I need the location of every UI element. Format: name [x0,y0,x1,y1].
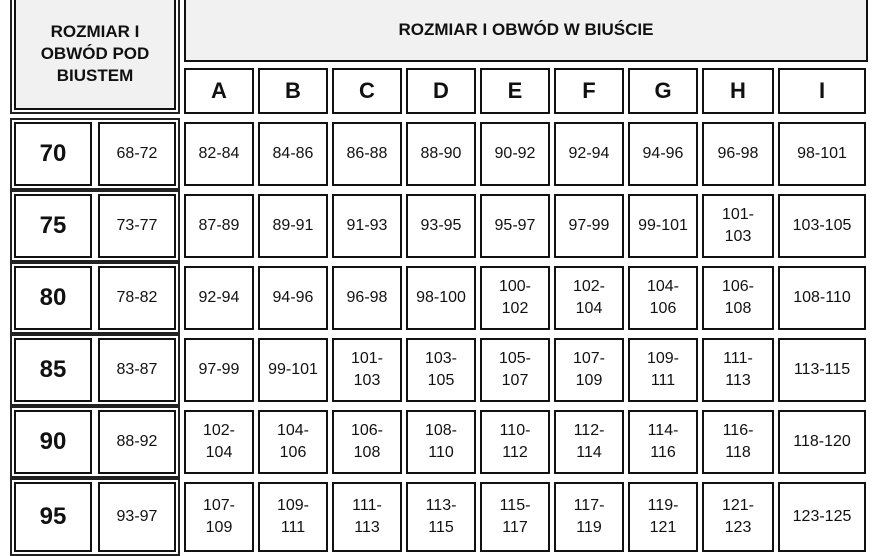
bust-cell [554,482,624,552]
cup-header-g [628,68,698,114]
bust-cell [702,482,774,552]
band-size-cell [14,122,92,186]
bust-cell-text: 115-117 [499,497,531,536]
bust-cell-text: 94-96 [642,145,684,162]
underbust-cell [98,194,176,258]
cup-header-b-text: B [285,78,301,103]
underbust-cell-text: 78-82 [116,289,158,306]
bust-cell-text: 97-99 [198,361,240,378]
bust-cell-text: 92-94 [198,289,240,306]
bust-cell [406,482,476,552]
bust-cell [258,194,328,258]
bust-cell-text: 91-93 [346,217,388,234]
underbust-cell-text: 88-92 [116,433,158,450]
bust-cell [554,410,624,474]
bust-cell [258,482,328,552]
bust-cell [332,482,402,552]
bust-cell [332,266,402,330]
band-size-cell [14,482,92,552]
underbust-cell [98,266,176,330]
bust-cell-text: 101-103 [721,206,755,245]
bust-cell [628,482,698,552]
bust-cell [778,122,866,186]
band-size-cell-text: 75 [39,212,67,239]
bust-cell [778,338,866,402]
cup-header-d-text: D [433,78,449,103]
bust-header-label: ROZMIAR I OBWÓD W BIUŚCIE [398,20,654,39]
cup-header-g-text: G [654,78,672,103]
bust-cell [554,122,624,186]
bust-cell-text: 102-104 [572,278,606,317]
bust-cell-text: 107-109 [572,350,606,389]
bust-cell [406,338,476,402]
bust-cell [628,122,698,186]
bust-cell-text: 89-91 [272,217,314,234]
bust-cell-text: 100-102 [498,278,532,317]
bust-cell [702,194,774,258]
corner-header [14,0,176,110]
underbust-cell-text: 83-87 [116,361,158,378]
underbust-cell [98,338,176,402]
cup-header-a [184,68,254,114]
bust-cell [554,338,624,402]
bust-cell [184,338,254,402]
bust-cell [184,410,254,474]
bust-cell-text: 84-86 [272,145,314,162]
underbust-cell [98,410,176,474]
bust-cell [628,338,698,402]
band-size-cell [14,266,92,330]
bust-cell-text: 109-111 [646,350,680,389]
bust-cell [184,266,254,330]
bust-cell-text: 105-107 [498,350,532,389]
bust-cell-text: 108-110 [424,422,458,461]
cup-header-f-text: F [582,78,596,103]
bust-cell [628,194,698,258]
bust-cell-text: 93-95 [420,217,462,234]
band-size-cell-text: 95 [39,503,67,530]
cup-header-c-text: C [359,78,375,103]
bust-cell [332,410,402,474]
bust-cell [332,194,402,258]
bust-cell [258,338,328,402]
underbust-cell [98,482,176,552]
bust-cell [778,410,866,474]
bust-cell-text: 97-99 [568,217,610,234]
bust-cell [184,482,254,552]
bust-cell-text: 114-116 [647,422,679,461]
bust-cell-text: 113-115 [793,361,851,378]
bust-cell-text: 106-108 [721,278,755,317]
bust-cell [406,410,476,474]
bust-cell [406,122,476,186]
bust-cell [332,122,402,186]
cup-header-d [406,68,476,114]
bust-cell [628,410,698,474]
bust-cell [778,482,866,552]
bust-cell-text: 88-90 [420,145,462,162]
bust-cell-text: 102-104 [202,422,236,461]
bust-cell [184,194,254,258]
bust-cell-text: 119-121 [647,497,679,536]
bust-cell [480,410,550,474]
bust-cell [702,338,774,402]
bust-cell [480,122,550,186]
band-size-cell [14,410,92,474]
bust-cell-text: 96-98 [346,289,388,306]
cup-header-h-text: H [730,78,746,103]
bust-cell-text: 90-92 [494,145,536,162]
bust-cell-text: 98-100 [416,289,466,306]
bust-cell-text: 99-101 [638,217,688,234]
bust-cell-text: 95-97 [494,217,536,234]
cup-header-i [778,68,866,114]
cup-header-a-text: A [211,78,227,103]
bust-cell-text: 99-101 [268,361,318,378]
bust-cell-text: 82-84 [198,145,240,162]
band-size-cell-text: 85 [39,356,67,383]
cup-header-c [332,68,402,114]
bust-cell [258,266,328,330]
bust-cell-text: 123-125 [792,508,852,525]
cup-header-f [554,68,624,114]
bust-cell-text: 108-110 [793,289,851,306]
bust-cell-text: 87-89 [198,217,240,234]
bust-cell-text: 103-105 [424,350,458,389]
underbust-cell-text: 68-72 [116,145,158,162]
band-size-cell-text: 90 [39,428,67,455]
bust-cell-text: 113-115 [425,497,457,536]
bust-cell [480,338,550,402]
bust-cell-text: 96-98 [717,145,759,162]
bust-cell-text: 121-123 [721,497,755,536]
bust-cell-text: 110-112 [499,422,531,461]
bust-cell-text: 117-119 [573,497,605,536]
band-size-cell [14,194,92,258]
bust-cell [406,194,476,258]
bust-cell [778,194,866,258]
bust-cell-text: 104-106 [646,278,680,317]
cup-header-i-text: I [818,78,826,103]
bust-cell-text: 104-106 [276,422,310,461]
cup-header-b [258,68,328,114]
bust-cell [258,122,328,186]
underbust-cell-text: 93-97 [116,508,158,525]
bust-cell [554,266,624,330]
bust-cell-text: 101-103 [350,350,384,389]
bust-cell-text: 107-109 [202,497,236,536]
bust-cell-text: 116-118 [722,422,754,461]
bust-cell-text: 86-88 [346,145,388,162]
bust-cell [332,338,402,402]
bust-cell [480,194,550,258]
bust-cell [406,266,476,330]
bust-cell [258,410,328,474]
cup-header-e-text: E [507,78,523,103]
bust-cell [554,194,624,258]
bust-header [184,0,868,62]
bust-cell-text: 112-114 [573,422,605,461]
band-size-cell-text: 80 [39,284,67,311]
bust-cell-text: 98-101 [797,145,847,162]
bust-cell-text: 92-94 [568,145,610,162]
bust-cell [480,266,550,330]
bust-cell-text: 103-105 [792,217,852,234]
bust-cell-text: 109-111 [276,497,310,536]
bust-cell-text: 94-96 [272,289,314,306]
cup-header-h [702,68,774,114]
underbust-cell-text: 73-77 [116,217,158,234]
bust-cell-text: 106-108 [350,422,384,461]
bust-cell-text: 118-120 [793,433,851,450]
bust-cell [702,410,774,474]
bust-cell-text: 111-113 [723,350,753,389]
corner-header-label: ROZMIAR I OBWÓD POD BIUSTEM [40,22,150,85]
band-size-cell-text: 70 [39,140,67,167]
bust-cell [702,122,774,186]
bust-cell [480,482,550,552]
band-size-cell [14,338,92,402]
bust-cell-text: 111-113 [352,497,382,536]
bust-cell [702,266,774,330]
cup-header-e [480,68,550,114]
bust-cell [778,266,866,330]
bust-cell [184,122,254,186]
bust-cell [628,266,698,330]
underbust-cell [98,122,176,186]
